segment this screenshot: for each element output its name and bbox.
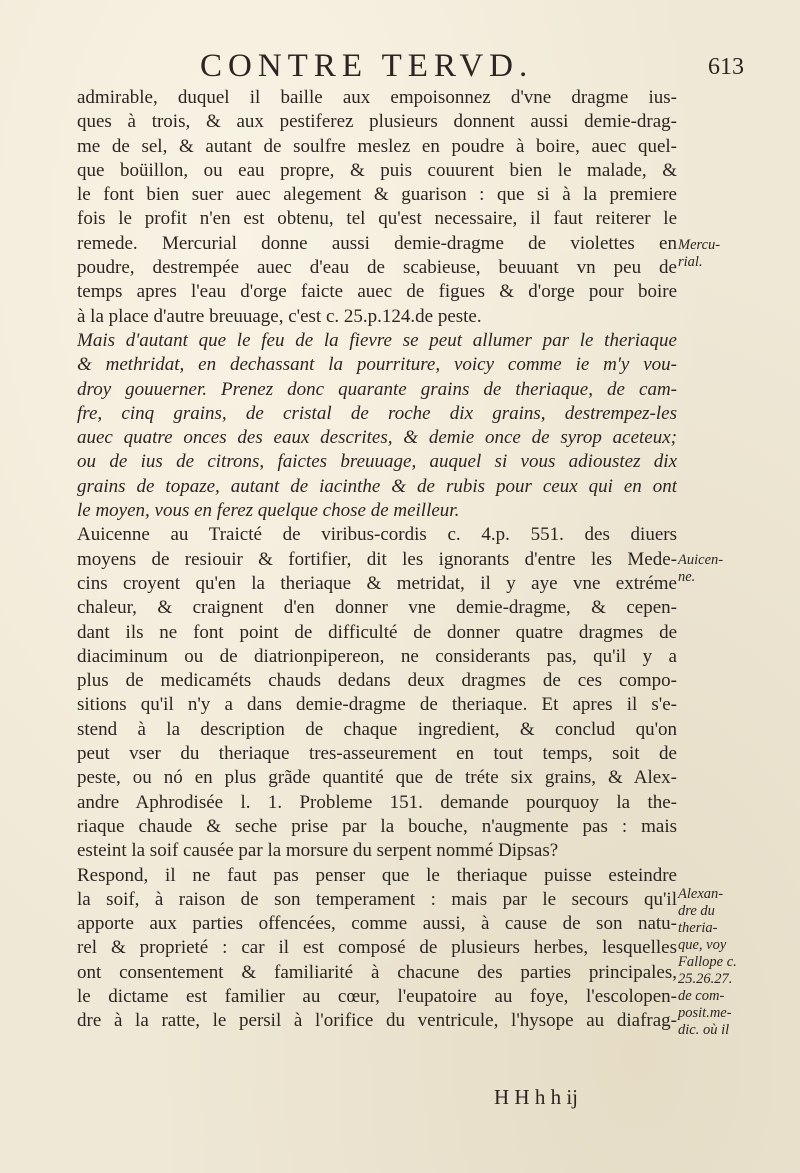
text-line: la soif, à raison de son temperament : mais par le secours qu'il — [77, 888, 677, 910]
margin-note-line: dre du — [678, 903, 715, 919]
text-line: droy gouuerner. Prenez donc quarante grains de theriaque, de cam- — [77, 378, 677, 400]
text-line: chaleur, & craignent d'en donner vne demie-dragme, & cepen- — [77, 597, 677, 619]
running-title: CONTRE TERVD. — [200, 48, 534, 84]
signature-mark: H H h h ij — [494, 1085, 578, 1109]
text-line: moyens de resiouir & fortifier, dit les ignorants d'entre les Mede- — [77, 548, 677, 570]
body-text — [77, 86, 677, 1034]
text-line: le font bien suer auec alegement & guarison : que si à la premiere — [77, 184, 677, 206]
margin-note-line: theria- — [678, 920, 718, 936]
text-line: esteint la soif causée par la morsure du serpent nommé Dipsas? — [77, 840, 559, 862]
text-line: plus de medicaméts chauds dedans deux dragmes de ces compo- — [77, 670, 677, 692]
margin-note-line: 25.26.27. — [678, 971, 733, 987]
page-number: 613 — [708, 54, 744, 80]
text-line: temps apres l'eau d'orge faicte auec de figues & d'orge pour boire — [77, 281, 677, 303]
text-line: me de sel, & autant de soulfre meslez en poudre à boire, auec quel- — [77, 135, 677, 157]
text-line: andre Aphrodisée l. 1. Probleme 151. demande pourquoy la the- — [77, 791, 677, 813]
text-line: le dictame est familier au cœur, l'eupatoire au foye, l'escolopen- — [77, 985, 677, 1007]
margin-note-line: Auicen- — [678, 552, 724, 568]
text-line: ont consentement & familiarité à chacune des parties principales, — [77, 961, 677, 983]
text-line: poudre, destrempée auec d'eau de scabieuse, beuuant vn peu de — [77, 257, 677, 279]
margin-note-line: Fallope c. — [678, 954, 737, 970]
text-line: peut vser du theriaque tres-asseurement en tout temps, soit de — [77, 743, 677, 765]
text-line: cins croyent qu'en la theriaque & metridat, il y aye vne extréme — [77, 572, 677, 594]
text-line: ques à trois, & aux pestiferez plusieurs donnent aussi demie-drag- — [77, 111, 677, 133]
text-line: stend à la description de chaque ingredient, & conclud qu'on — [77, 718, 677, 740]
margin-note-mercurial — [678, 237, 720, 271]
margin-note-line: posit.me- — [678, 1005, 732, 1021]
text-line: grains de topaze, autant de iacinthe & de rubis pour ceux qui en ont — [77, 475, 677, 497]
text-line: Mais d'autant que le feu de la fievre se peut allumer par le theriaque — [77, 329, 677, 351]
margin-note-line: que, voy — [678, 937, 727, 953]
text-line: Auicenne au Traicté de viribus-cordis c. 4.p. 551. des diuers — [77, 524, 677, 546]
text-line: riaque chaude & seche prise par la bouche, n'augmente pas : mais — [77, 815, 677, 837]
text-line: auec quatre onces des eaux descrites, & demie once de syrop aceteux; — [77, 427, 677, 449]
text-line: rel & proprieté : car il est composé de plusieurs herbes, lesquelles — [77, 937, 677, 959]
text-line: diaciminum ou de diatrionpipereon, ne considerants pas, qu'il y a — [77, 645, 677, 667]
text-line: à la place d'autre breuuage, c'est c. 25.p.124.de peste. — [77, 305, 482, 327]
text-line: Respond, il ne faut pas penser que le theriaque puisse esteindre — [77, 864, 677, 886]
margin-note-alexandre — [678, 886, 737, 1039]
margin-note-line: Alexan- — [678, 886, 724, 902]
text-line: ou de ius de citrons, faictes breuuage, auquel si vous adioustez dix — [77, 451, 677, 473]
text-line: dant ils ne font point de difficulté de donner quatre dragmes de — [77, 621, 677, 643]
margin-note-line: rial. — [678, 254, 703, 270]
margin-note-line: de com- — [678, 988, 725, 1004]
text-line: que boüillon, ou eau propre, & puis couurent bien le malade, & — [77, 159, 677, 181]
margin-note-line: ne. — [678, 569, 696, 585]
text-line: fre, cinq grains, de cristal de roche dix grains, destrempez-les — [77, 402, 677, 424]
text-line: apporte aux parties offencées, comme aussi, à cause de son natu- — [77, 913, 677, 935]
text-line: le moyen, vous en ferez quelque chose de meilleur. — [77, 500, 460, 522]
text-line: admirable, duquel il baille aux empoisonnez d'vne dragme ius- — [77, 87, 677, 108]
margin-note-auicenne — [678, 552, 723, 586]
text-line: dre à la ratte, le persil à l'orifice du ventricule, l'hysope au diafrag- — [77, 1010, 677, 1032]
margin-note-line: Mercu- — [678, 237, 721, 253]
text-line: remede. Mercurial donne aussi demie-dragme de violettes en — [77, 232, 677, 254]
margin-note-line: dic. où il — [678, 1022, 730, 1038]
text-line: fois le profit n'en est obtenu, tel qu'est necessaire, il faut reiterer le — [77, 208, 677, 230]
text-line: sitions qu'il n'y a dans demie-dragme de theriaque. Et apres il s'e- — [77, 694, 677, 716]
text-line: peste, ou nó en plus grãde quantité que de tréte six grains, & Alex- — [77, 767, 677, 789]
text-line: & methridat, en dechassant la pourriture, voicy comme ie m'y vou- — [77, 354, 677, 376]
page-header — [0, 48, 800, 88]
